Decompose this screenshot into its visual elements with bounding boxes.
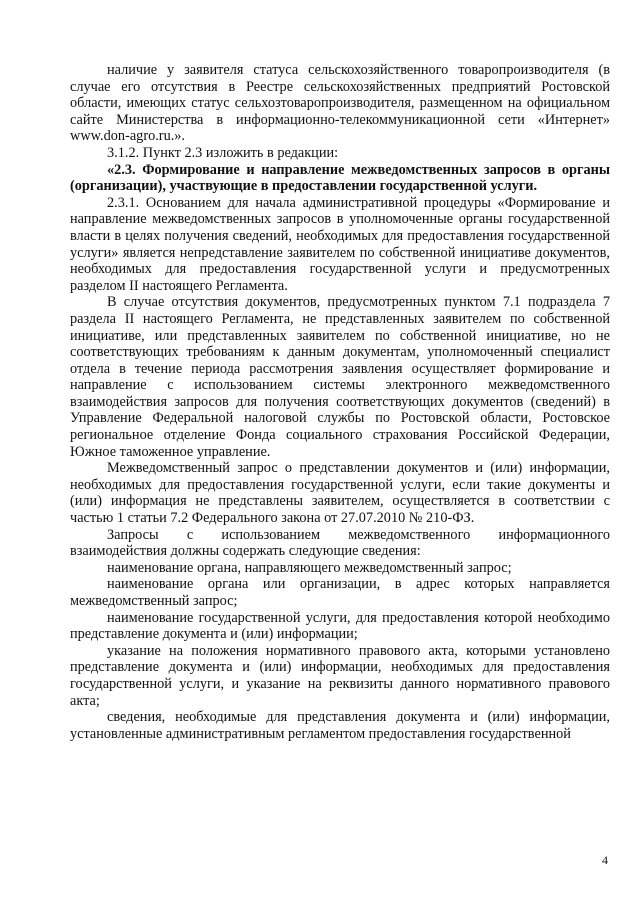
list-item-2: наименование органа или организации, в адрес которых направляется межведомственный запрос; bbox=[70, 576, 610, 609]
paragraph-6: Запросы с использованием межведомственного информационного взаимодействия должны содержать следующие сведения: bbox=[70, 526, 610, 560]
paragraph-3: 2.3.1. Основанием для начала административной процедуры «Формирование и направление межведомственных запросов в уполномоченные органы государственной власти в целях получения сведений, необходимых для предоставления государственной услуги» является непредставление заявителем по собственной инициативе документов, необходимых для предоставления государственной услуги и предусмотренных разделом II настоящего Регламента. bbox=[70, 194, 610, 294]
list-item-4: указание на положения нормативного правового акта, которыми установлено представление документа и (или) информации, необходимых для предоставления государственной услуги, и указание на реквизиты данного нормативного правового акта; bbox=[70, 642, 610, 709]
document-body bbox=[70, 62, 610, 742]
paragraph-4: В случае отсутствия документов, предусмотренных пунктом 7.1 подраздела 7 раздела II настоящего Регламента, не представленных заявителем по собственной инициативе, или представленных заявителем по собственной инициативе, но не соответствующих требованиям к данным документам, уполномоченный специалист отдела в течение периода рассмотрения заявления осуществляет формирование и направление с использованием системы электронного межведомственного взаимодействия запросов для получения соответствующих документов (сведений) в Управление Федеральной налоговой службы по Ростовской области, Ростовское региональное отделение Фонда социального страхования Российской Федерации, Южное таможенное управление. bbox=[70, 294, 610, 460]
page-number: 4 bbox=[602, 853, 608, 867]
paragraph-5: Межведомственный запрос о представлении документов и (или) информации, необходимых для предоставления государственной услуги, если такие документы и (или) информация не представлены заявителем, осуществляется в соответствии с частью 1 статьи 7.2 Федерального закона от 27.07.2010 № 210-ФЗ. bbox=[70, 460, 610, 527]
paragraph-2: 3.1.2. Пункт 2.3 изложить в редакции: bbox=[107, 144, 339, 161]
section-heading-2-3: «2.3. Формирование и направление межведомственных запросов в органы (организации), участвующие в предоставлении государственной услуги. bbox=[70, 161, 610, 195]
paragraph-1: наличие у заявителя статуса сельскохозяйственного товаропроизводителя (в случае его отсутствия в Реестре сельскохозяйственных предприятий Ростовской области, имеющих статус сельхозтоваропроизводителя, размещенном на официальном сайте Министерства в информационно-телекоммуникационной сети «Интернет» www.don-agro.ru.». bbox=[70, 62, 610, 145]
list-item-3: наименование государственной услуги, для предоставления которой необходимо представление документа и (или) информации; bbox=[70, 609, 610, 643]
list-item-1: наименование органа, направляющего межведомственный запрос; bbox=[107, 559, 512, 576]
list-item-5: сведения, необходимые для представления документа и (или) информации, установленные административным регламентом предоставления государственной bbox=[70, 709, 610, 742]
